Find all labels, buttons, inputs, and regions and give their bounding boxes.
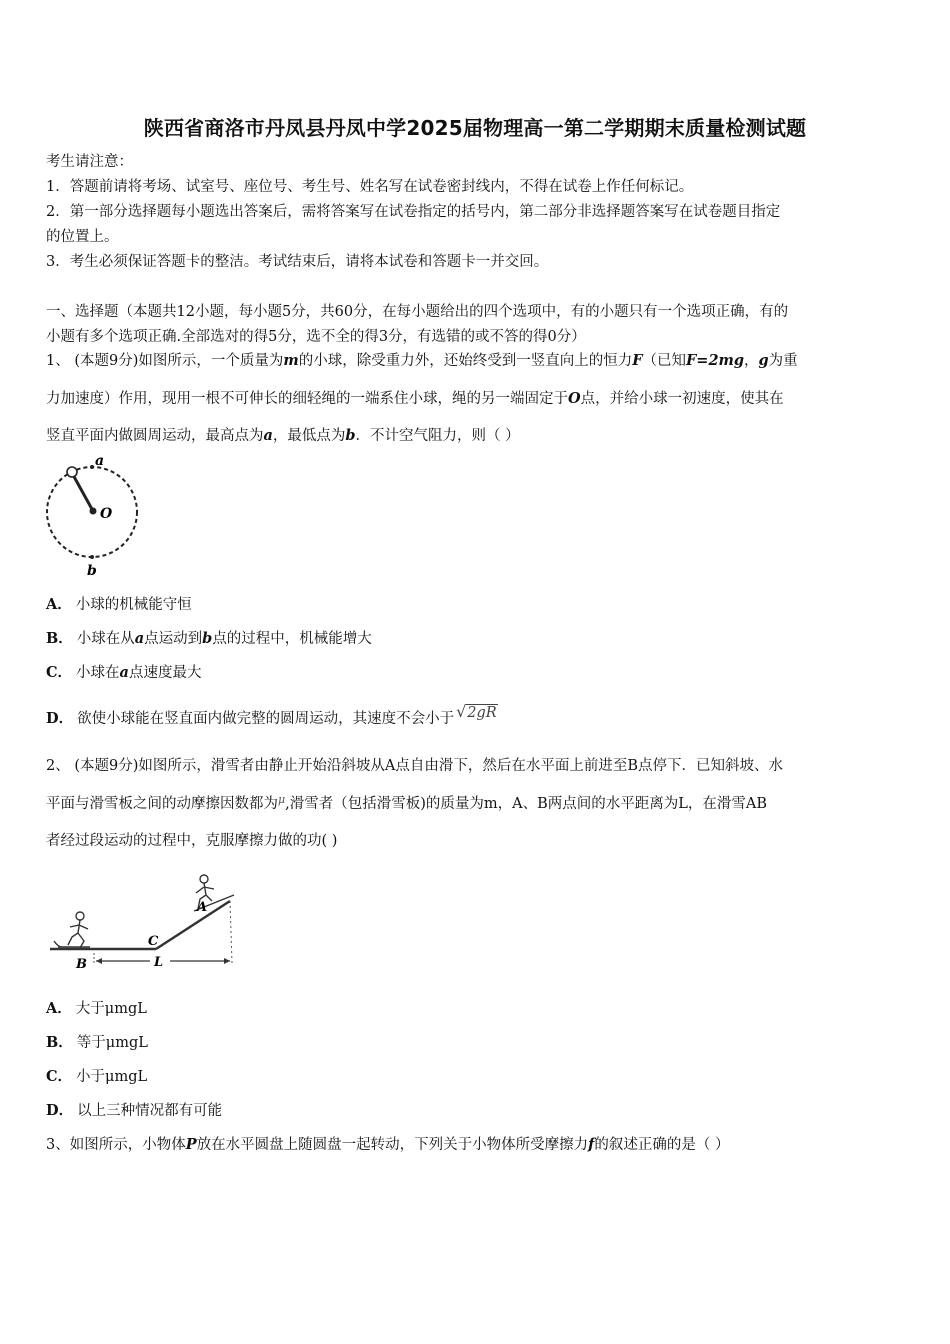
- q3-line1: 3、如图所示，小物体P放在水平圆盘上随圆盘一起转动，下列关于小物体所受摩擦力f的叙述正确的是（ ）: [46, 1136, 730, 1153]
- notice-item: 3．考生必须保证答题卡的整洁。考试结束后，请将本试卷和答题卡一并交回。: [46, 254, 549, 270]
- q1-line1: 1、 (本题9分)如图所示，一个质量为m的小球，除受重力外，还始终受到一竖直向上的恒力F（已知F=2mg，g为重: [46, 352, 798, 369]
- notice-item: 的位置上。: [46, 229, 119, 245]
- q2-line3: 者经过段运动的过程中，克服摩擦力做的功( ): [46, 833, 338, 849]
- label-O: O: [100, 506, 113, 522]
- q2-option-d[interactable]: D． 以上三种情况都有可能: [46, 1102, 223, 1119]
- q1-option-c[interactable]: C． 小球在a点速度最大: [46, 664, 202, 681]
- label-a: a: [95, 453, 105, 469]
- q2-line2: 平面与滑雪板之间的动摩擦因数都为$^\mu$,滑雪者（包括滑雪板)的质量为m，A、B两点间的水平距离为L，在滑雪AB: [46, 793, 768, 812]
- circle-motion-figure: [40, 452, 150, 582]
- label-B: B: [76, 957, 87, 972]
- q1-line2: 力加速度）作用，现用一根不可伸长的细轻绳的一端系住小球，绳的另一端固定于O点，并给小球一初速度，使其在: [46, 390, 784, 407]
- section-heading-cont: 小题有多个选项正确.全部选对的得5分，选不全的得3分，有选错的或不答的得0分）: [46, 329, 586, 345]
- notice-item: 2．第一部分选择题每小题选出答案后，需将答案写在试卷指定的括号内，第二部分非选择题答案写在试卷题目指定: [46, 204, 781, 220]
- label-L: L: [154, 955, 164, 970]
- label-C: C: [148, 934, 159, 949]
- page-title: 陕西省商洛市丹凤县丹凤中学2025届物理高一第二学期期末质量检测试题: [143, 116, 807, 140]
- label-b: b: [87, 563, 97, 579]
- section-heading: 一、选择题（本题共12小题，每小题5分，共60分，在每小题给出的四个选项中，有的小题只有一个选项正确，有的: [46, 304, 789, 320]
- q2-option-c[interactable]: C． 小于μmgL: [46, 1068, 148, 1085]
- q1-option-a[interactable]: A． 小球的机械能守恒: [46, 596, 192, 613]
- skier-slope-figure: [44, 865, 264, 980]
- notice-item: 1．答题前请将考场、试室号、座位号、考生号、姓名写在试卷密封线内，不得在试卷上作任何标记。: [46, 179, 694, 195]
- q2-option-b[interactable]: B． 等于μmgL: [46, 1034, 148, 1051]
- q1-option-b[interactable]: B． 小球在从a点运动到b点的过程中，机械能增大: [46, 630, 372, 647]
- label-A: A: [197, 900, 208, 915]
- q2-option-a[interactable]: A． 大于μmgL: [46, 1000, 147, 1017]
- notice-heading: 考生请注意：: [46, 154, 133, 170]
- sqrt-formula: √2gR: [456, 702, 497, 721]
- q1-option-d[interactable]: D． 欲使小球能在竖直面内做完整的圆周运动，其速度不会小于 √2gR: [46, 702, 497, 727]
- q2-line1: 2、 (本题9分)如图所示，滑雪者由静止开始沿斜坡从A点自由滑下，然后在水平面上前进至B点停下．已知斜坡、水: [46, 758, 783, 774]
- q1-line3: 竖直平面内做圆周运动，最高点为a，最低点为b．不计空气阻力，则（ ）: [46, 427, 520, 444]
